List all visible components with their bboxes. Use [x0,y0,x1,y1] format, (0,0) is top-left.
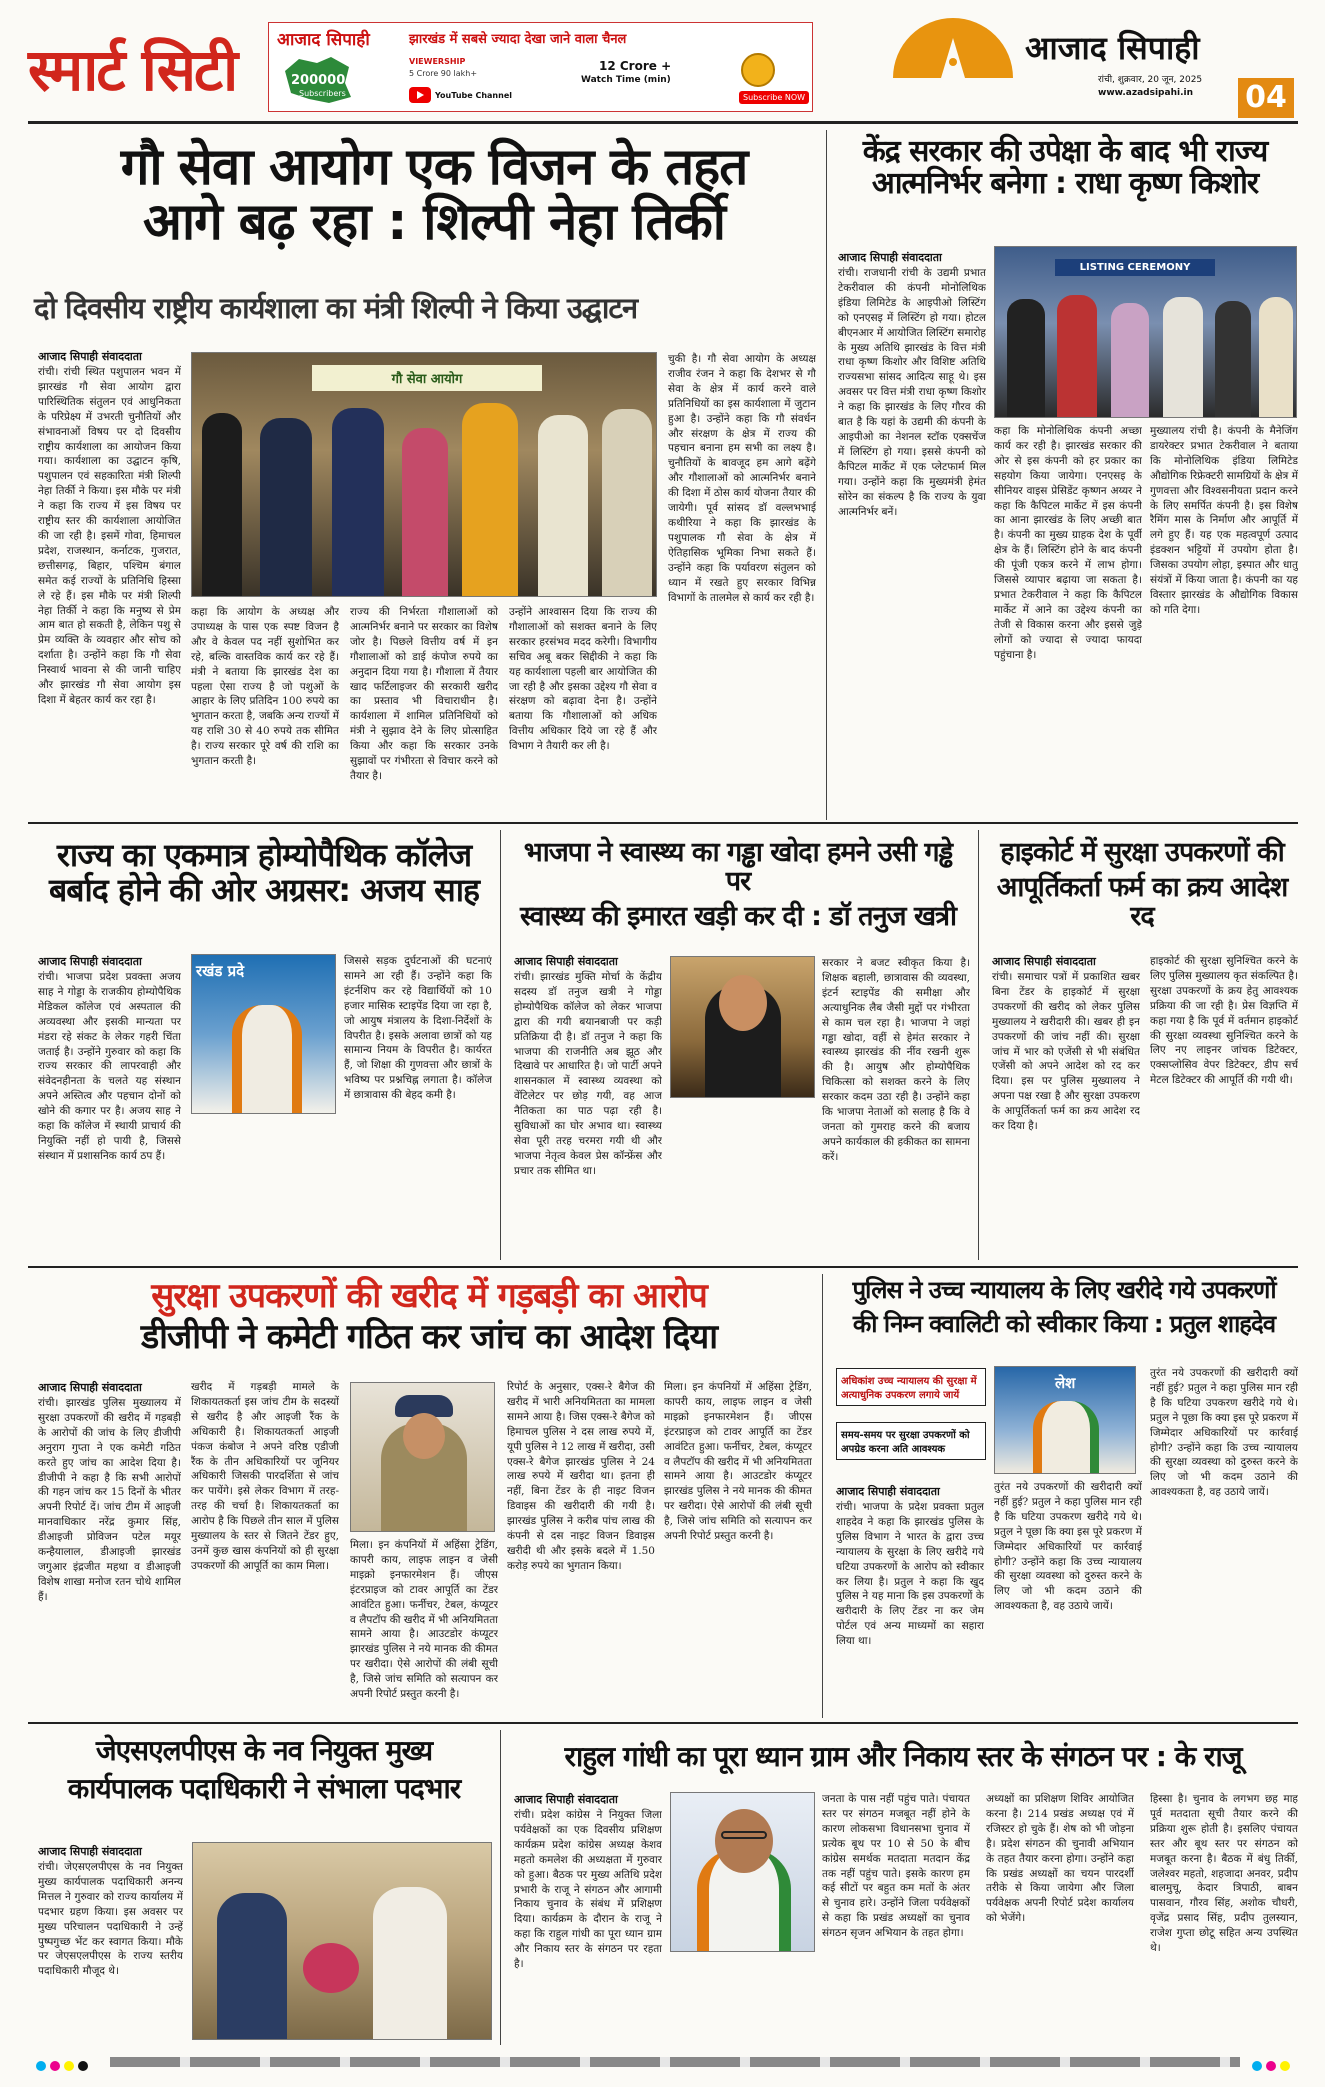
story9-column-3: अध्यक्षों का प्रशिक्षण शिविर आयोजित करना है। 214 प्रखंड अध्यक्ष एवं में रजिस्टर हो चुके हैं। शेष को भी जोड़ना है। प्रदेश संगठन की चुनावी अभियान के तहत तैयार करना होगा। उन्होंने कहा कि प्रखंड अध्यक्षों का चयन पारदर्शी तरीके से किया जायेगा और जिला पर्यवेक्षक अपनी रिपोर्ट प्रदेश कार्यालय को भेजेंगे। [986,1793,1134,1925]
section-title: स्मार्ट सिटी [28,36,237,104]
column-divider [500,830,501,1260]
speaker-figure [232,1005,302,1114]
story8-headline: जेएसएलपीएस के नव नियुक्त मुख्य कार्यपालक पदाधिकारी ने संभाला पदभार [67,1734,461,1806]
person-figure-b [1057,295,1097,418]
story2-column-1: रांची। राजधानी रांची के उद्यमी प्रभात टेकरीवाल की कंपनी मोनोलिथिक इंडिया लिमिटेड के आइपीओ लिस्टिंग को एनएसइ में लिस्टिंग हो गया। होटल बीएनआर में आयोजित लिस्टिंग समारोह के मुख्य अतिथि झारखंड के वित्त मंत्री राधा कृष्ण किशोर और विशिष्ट अतिथि राज्यसभा सांसद आदित्य साहू थे। इस अवसर पर वित्त मंत्री राधा कृष्ण किशोर ने कहा कि झारखंड के लिए गौरव की बात है कि यहां के उद्यमी की कंपनी के आइपीओ का नेशनल स्टॉक एक्सचेंज में लिस्टिंग हो गया। इससे कंपनी को कैपिटल मार्केट में एक प्लेटफार्म मिल गया। उन्होंने कहा कि मुख्यमंत्री हेमंत सोरेन का संकल्प है कि राज्य के युवा आत्मनिर्भर बनें। [838,267,986,518]
story5-column-2: हाइकोर्ट की सुरक्षा सुनिश्चित करने के लिए पुलिस मुख्यालय कृत संकल्पित है। सुरक्षा उपकरणों के क्रय हेतु आवश्यक प्रक्रिया की जा रही है। प्रेस विज्ञप्ति में कहा गया है कि पूर्व में वर्तमान हाइकोर्ट की सुरक्षा व्यवस्था सुनिश्चित करने के लिए नए लाइनर जांचक डिटेक्टर, एक्सप्लोसिव वेपर डिटेक्टर, डीप सर्च मेटल डिटेक्टर की आपूर्ति की गयी थी। [1150,955,1298,1087]
ad-viewership-label: VIEWERSHIP [409,57,466,66]
story7-photo-banner: लेश [1055,1374,1076,1392]
story1-column-3: राज्य की निर्भरता गौशालाओं को आत्मनिर्भर बनाने पर सरकार का विशेष जोर है। पिछले वित्तीय वर्ष में इन गौशालाओं को डाई कंपोज रुपये का अनुदान दिया गया है। गौशाला में तैयार खाद फर्टिलाइजर की सरकारी खरीद का प्रस्ताव भी विचाराधीन है। कार्यशाला में शामिल प्रतिनिधियों को मंत्री ने सुझाव देने के लिए प्रोत्साहित किया और कहा कि सरकार उनके सुझावों पर गंभीरता से विचार करने को तैयार है। [350,606,498,782]
story2-photo-listing-ceremony [994,246,1297,418]
story6-photo-dgp [350,1382,495,1532]
story4-byline: आजाद सिपाही संवाददाता [514,955,618,968]
section-rule-1 [28,822,1298,824]
person-figure-3 [332,408,384,597]
person-figure-left [217,1893,287,2040]
person-figure-c [1111,303,1149,418]
print-color-bar [110,2057,1240,2067]
ad-youtube-label: YouTube Channel [435,91,512,100]
story6-column-5: मिला। इन कंपनियों में अहिंसा ट्रेडिंग, कापरी काय, लाइफ लाइन व जेसी माइक्रो इनफारमेशन हैं। जीएस इंटरप्राइज को टावर आपूर्ति का टेंडर आवंटित हुआ। फर्नीचर, टेबल, कंप्यूटर व लैपटॉप की खरीद में भी अनियमितता सामने आया है। आउटडोर कंप्यूटर झारखंड पुलिस ने नये मानक की कीमत पर खरीदा। ऐसे आरोपों की लंबी सूची है, जिसे जांच समिति को सत्यापन कर अपनी रिपोर्ट प्रस्तुत करनी है। [664,1381,812,1543]
award-badge-icon [741,53,775,87]
ad-subscribe-button[interactable]: Subscribe NOW [739,91,809,104]
story3-column-2: जिससे सड़क दुर्घटनाओं की घटनाएं सामने आ रही हैं। उन्होंने कहा कि इंटर्नशिप कर रहे विद्यार्थियों को 10 हजार मासिक स्टाइपेंड दिया जा रहा है, जो आयुष मंत्रालय के दिशा-निर्देशों के विपरीत है। इसके अलावा छात्रों को यह सामान्य नियम के विपरीत है। कार्यरत हैं, जो शिक्षा की गुणवत्ता और छात्रों के भविष्य पर प्रश्नचिह्न लगाता है। कॉलेज में छात्रावास की बेहद कमी है। [344,955,492,1102]
person-figure-right [373,1887,447,2040]
story2-photo-banner: LISTING CEREMONY [1055,259,1215,276]
story9-column-4: हिस्सा है। चुनाव के लगभग छह माह पूर्व मतदाता सूची तैयार करने की प्रक्रिया शुरू होती है। इसलिए पंचायत स्तर और बूथ स्तर पर संगठन को मजबूत करना है। बैठक में बंधु तिर्की, जलेश्वर महतो, शहजादा अनवर, प्रदीप बालमुचू, केदार त्रिपाठी, बाबन पासवान, गौरव सिंह, अशोक चौधरी, वृजेंद्र प्रसाद सिंह, प्रदीप तुलस्यान, राजेश गुप्ता छोटू सहित अन्य उपस्थित थे। [1150,1793,1298,1955]
story2-byline: आजाद सिपाही संवाददाता [838,251,942,264]
story2-column-3: मुख्यालय रांची है। कंपनी के मैनेजिंग डायरेक्टर प्रभात टेकरीवाल ने बताया कि मोनोलिथिक इंडिया लिमिटेड औद्योगिक रिफ्रेक्टरी सामग्रियों के क्षेत्र में गुणवत्ता और विश्वसनीयता प्रदान करने के लिए समर्पित कंपनी है। इस विशेष रैमिंग मास के निर्माण और आपूर्ति में लगे हुए हैं। यह एक महत्वपूर्ण उत्पाद इंडक्शन भट्टियों में उपयोग होता है। जिसका उपयोग लोहा, इस्पात और धातु संयंत्रों में किया जाता है। कंपनी का यह विस्तार झारखंड के औद्योगिक विकास को गति देगा। [1150,425,1298,616]
story1-subhead: दो दिवसीय राष्ट्रीय कार्यशाला का मंत्री शिल्पी ने किया उद्घाटन [34,291,638,325]
story9-column-2: जनता के पास नहीं पहुंच पाते। पंचायत स्तर पर संगठन मजबूत नहीं होने के कारण लोकसभा विधानसभा चुनाव में प्रत्येक बूथ पर 10 से 50 के बीच कांग्रेस समर्थक मतदाता मतदान केंद्र तक नहीं पहुंच पाते। इसके कारण हम कई सीटों पर बहुत कम मतों के अंतर से चुनाव हारे। उन्होंने जिला पर्यवेक्षकों से कहा कि प्रखंड अध्यक्षों का चुनाव संगठन सृजन अभियान के तहत होगा। [822,1793,970,1940]
story6-column-1: रांची। झारखंड पुलिस मुख्यालय में सुरक्षा उपकरणों की खरीद में गड़बड़ी के आरोपों की जांच के लिए डीजीपी अनुराग गुप्ता ने एक कमेटी गठित करते हुए जांच का आदेश दिया है। डीजीपी ने कहा है कि सभी आरोपों की गहन जांच कर 15 दिनों के भीतर अपनी रिपोर्ट दें। जांच टीम में आइजी मानवाधिकार नरेंद्र कुमार सिंह, डीआइजी प्रोविजन पटेल मयूर कन्हैयालाल, डीआइजी झारखंड जगुआर इंद्रजीत महथा व डीआइजी विशेष शाखा मनोज रतन चोथे शामिल हैं। [38,1397,181,1603]
paper-name: आजाद सिपाही [1025,29,1200,67]
story1-column-1: रांची। रांची स्थित पशुपालन भवन में झारखंड गौ सेवा आयोग द्वारा पारिस्थितिक संतुलन एवं आधुनिकता के परिप्रेक्ष्य में उभरती चुनौतियों और संभावनाओं विषय पर दो दिवसीय राष्ट्रीय कार्यशाला का आयोजन किया गया। कार्यशाला का उद्घाटन कृषि, पशुपालन एवं सहकारिता मंत्री शिल्पी नेहा तिर्की ने किया। इस मौके पर मंत्री ने कहा कि राज्य में इस विषय पर राष्ट्रीय स्तर की कार्यशाला आयोजित की जा रही है। इसमें गोवा, हिमाचल प्रदेश, राजस्थान, कर्नाटक, गुजरात, छत्तीसगढ़, बिहार, पश्चिम बंगाल समेत कई राज्यों के प्रतिनिधि हिस्सा ले रहे हैं। इस मौके पर मंत्री शिल्पी नेहा तिर्की ने कहा कि मनुष्य से प्रेम आम बात हो सकती है, लेकिन पशु से प्रेम व्यक्ति के व्यवहार और सोच को दर्शाता है। उन्होंने कहा कि गौ सेवा निस्वार्थ भावना से की जानी चाहिए और झारखंड गौ सेवा आयोग इस दिशा में बेहतर कार्य कर रहा है। [38,366,181,706]
story2-column-2: कहा कि मोनोलिथिक कंपनी अच्छा कार्य कर रही है। झारखंड सरकार की ओर से इस कंपनी को हर प्रकार का सहयोग किया जायेगा। एनएसइ के सीनियर वाइस प्रेसिडेंट कृष्णन अय्यर ने कहा कि कैपिटल मार्केट में इस कंपनी का आना झारखंड के लिए अच्छी बात है। कंपनी का मुख्य ग्राहक देश के पूर्वी क्षेत्र के हैं। लिस्टिंग होने के बाद कंपनी की पूंजी एकत्र करने में लाभ होगा। जिससे व्यापार बढ़ाया जा सकता है। प्रभात टेकरीवाल ने कहा कि कैपिटल मार्केट में आने का उद्देश्य कंपनी का तेजी से विकास करना और इससे जुड़े लोगों को ज्यादा से ज्यादा फायदा पहुंचाना है। [994,425,1142,661]
person-figure-6 [538,415,588,597]
speaker-figure [1033,1401,1099,1474]
portrait-face [719,975,767,1031]
story3-photo-banner: रखंड प्रदे [196,962,245,980]
story7-photo-pratul-shahdeo [994,1366,1136,1474]
story7-column-2: तुरंत नये उपकरणों की खरीदारी क्यों नहीं हुई? प्रतुल ने कहा पुलिस मान रही है कि घटिया उपकरण खरीदे गये थे। प्रतुल ने पूछा कि क्या इस पूरे प्रकरण में जिम्मेदार अधिकारियों पर कार्रवाई होगी? उन्होंने कहा कि उच्च न्यायालय की सुरक्षा व्यवस्था को दुरुस्त करने के लिए जो भी कदम उठाने की आवश्यकता है, वह उठाये जायें। [994,1481,1142,1613]
story9-headline: राहुल गांधी का पूरा ध्यान ग्राम और निकाय स्तर के संगठन पर : के राजू [564,1740,1242,1773]
story3-column-1: रांची। भाजपा प्रदेश प्रवक्ता अजय साह ने गोड्डा के राजकीय होम्योपैथिक मेडिकल कॉलेज एवं अस्पताल की अव्यवस्था और इसकी मान्यता पर मंडरा रहे संकट के लेकर गहरी चिंता जताई है। उन्होंने गुरुवार को कहा कि राज्य सरकार की लापरवाही और संवेदनहीनता के चलते यह संस्थान अपने अस्तित्व और पहचान दोनों को खोने की कगार पर है। अजय साह ने कहा कि कॉलेज में स्थायी प्राचार्य की नियुक्ति नहीं हो पायी है, जिससे संस्थान में प्रशासनिक कार्य ठप हैं। [38,971,181,1162]
officer-face [403,1413,445,1459]
story3-headline: राज्य का एकमात्र होम्योपैथिक कॉलेज बर्बाद होने की ओर अग्रसर: अजय साह [48,836,480,909]
story1-headline: गौ सेवा आयोग एक विजन के तहत आगे बढ़ रहा : शिल्पी नेहा तिर्की [120,138,748,253]
dateline: रांची, शुक्रवार, 20 जून, 2025 [1098,75,1203,85]
column-divider [826,130,827,820]
story6-column-2: खरीद में गड़बड़ी मामले के शिकायतकर्ता इस जांच टीम के सदस्यों से खरीद है और आइजी रैंक के अधिकारी है। शिकायतकर्ता आइजी पंकज कंबोज ने अपने वरिष्ठ एडीजी रैंक के तीन अधिकारियों पर जूनियर अधिकारी जिसकी पारदर्शिता से जांच कर पायेंगे। इसे लेकर विभाग में तरह-तरह की चर्चा है। शिकायतकर्ता का आरोप है कि पिछले तीन साल में पुलिस मुख्यालय के स्तर से जितने टेंडर हुए, उनमें कुछ खास कंपनियों को ही सुरक्षा उपकरणों की आपूर्ति का काम मिला। [191,1381,339,1572]
story8-column-1: रांची। जेएसएलपीएस के नव नियुक्त मुख्य कार्यपालक पदाधिकारी अनन्य मित्तल ने गुरुवार को राज्य कार्यालय में पदभार ग्रहण किया। इस अवसर पर मुख्य परिचालन पदाधिकारी ने उन्हें पुष्पगुच्छ भेंट कर स्वागत किया। मौके पर जेएसएलपीएस के राज्य स्तरीय पदाधिकारी मौजूद थे। [38,1861,183,1978]
story1-photo-banner: गौ सेवा आयोग [312,365,542,391]
column-divider [822,1274,823,1718]
story7-callout-1: अधिकांश उच्च न्यायालय की सुरक्षा में अत्याधुनिक उपकरण लगाये जायें [836,1368,986,1406]
ad-viewership-value: 5 Crore 90 lakh+ [409,69,478,78]
section-rule-2 [28,1266,1298,1268]
person-figure-4 [402,428,448,597]
website: www.azadsipahi.in [1098,88,1193,98]
story1-column-5: चुकी है। गौ सेवा आयोग के अध्यक्ष राजीव रंजन ने कहा कि देशभर से गौ सेवा के क्षेत्र में कार्य करने वाले प्रतिनिधियों का इस कार्यशाला में जुटान हुआ है। उन्होंने कहा कि गौ संवर्धन और संरक्षण के क्षेत्र में राज्य की पहचान बनाना हम सभी का लक्ष्य है। चुनौतियों के बावजूद हम आगे बढ़ेंगे और गौशालाओं को आत्मनिर्भर बनाने की दिशा में ठोस कार्य योजना तैयार की जायेगी। पूर्व सांसद डॉ वल्लभभाई कथीरिया ने कहा कि झारखंड के पशुपालक गौ सेवा के क्षेत्र में ऐतिहासिक भूमिका निभा सकते हैं। उन्होंने कहा कि पर्यावरण संतुलन को ध्यान में रखते हुए सरकार विभिन्न विभागों के तालमेल से कार्य कर रही है। [668,353,816,604]
ad-subscribers: 200000 [291,73,346,88]
story8-photo-handover [192,1842,492,2040]
story9-photo-k-raju [670,1792,815,1952]
story7-column-3: तुरंत नये उपकरणों की खरीदारी क्यों नहीं हुई? प्रतुल ने कहा पुलिस मान रही है कि घटिया उपकरण खरीदे गये थे। प्रतुल ने पूछा कि क्या इस पूरे प्रकरण में जिम्मेदार अधिकारियों पर कार्रवाई होगी? उन्होंने कहा कि उच्च न्यायालय की सुरक्षा व्यवस्था को दुरुस्त करने के लिए जो भी कदम उठाने की आवश्यकता है, वह उठाये जायें। [1150,1367,1298,1499]
glasses-icon [721,1831,767,1839]
column-divider [500,1730,501,2045]
story7-byline: आजाद सिपाही संवाददाता [836,1485,940,1498]
section-rule-3 [28,1722,1298,1724]
page-number: 04 [1238,78,1294,118]
story1-column-4: उन्होंने आश्वासन दिया कि राज्य की गौशालाओं को सशक्त बनाने के लिए सरकार हरसंभव मदद करेगी। विभागीय सचिव अबू बकर सिद्दीकी ने कहा कि यह कार्यशाला पहली बार आयोजित की जा रही है और इसका उद्देश्य गौ सेवा व संरक्षण को बढ़ावा देना है। उन्होंने बताया कि गौशालाओं को अधिक वित्तीय अधिकार दिये जा रहे हैं और विभाग ने तैयारी कर ली है। [509,606,657,753]
person-figure-7 [602,409,652,597]
channel-advertisement[interactable] [268,22,813,112]
story5-column-1: रांची। समाचार पत्रों में प्रकाशित खबर बिना टेंडर के हाइकोर्ट में सुरक्षा उपकरणों की खरीद को लेकर पुलिस मुख्यालय ने खरीदारी की। खबर ही इन उपकरणों की जांच नहीं की। सुरक्षा जांच में भार को एजेंसी से भी संबंधित एजेंसी को अपने आदेश को रद कर दिया। इस पर पुलिस मुख्यालय ने अपना पक्ष रखा है और सुरक्षा उपकरण के आपूर्तिकर्ता फर्म का क्रय आदेश रद कर दिया है। [992,971,1140,1133]
story6-column-3: मिला। इन कंपनियों में अहिंसा ट्रेडिंग, कापरी काय, लाइफ लाइन व जेसी माइक्रो इनफारमेशन हैं। जीएस इंटरप्राइज को टावर आपूर्ति का टेंडर आवंटित हुआ। फर्नीचर, टेबल, कंप्यूटर व लैपटॉप की खरीद में भी अनियमितता सामने आया है। आउटडोर कंप्यूटर झारखंड पुलिस ने नये मानक की कीमत पर खरीदा। ऐसे आरोपों की लंबी सूची है, जिसे जांच समिति को सत्यापन कर अपनी रिपोर्ट प्रस्तुत करनी है। [350,1539,498,1701]
story5-headline: हाइकोर्ट में सुरक्षा उपकरणों की आपूर्तिकर्ता फर्म का क्रय आदेश रद [996,837,1288,933]
story1-byline: आजाद सिपाही संवाददाता [38,350,142,363]
person-figure-e [1215,301,1251,418]
story9-column-1: रांची। प्रदेश कांग्रेस ने नियुक्त जिला पर्यवेक्षकों का एक दिवसीय प्रशिक्षण कार्यक्रम प्रदेश कांग्रेस अध्यक्ष केशव महतो कमलेश की अध्यक्षता में गुरुवार को हुआ। बैठक पर मुख्य अतिथि प्रदेश प्रभारी के राजू ने संगठन और आगामी निकाय चुनाव के संबंध में प्रशिक्षण दिया। कार्यक्रम के दौरान के राजू ने कहा कि राहुल गांधी का पूरा ध्यान ग्राम और निकाय स्तर के संगठन पर रहता है। [514,1809,662,1971]
story7-headline: पुलिस ने उच्च न्यायालय के लिए खरीदे गये उपकरणों की निम्न क्वालिटी को स्वीकार किया : प्रतुल शाहदेव [852,1276,1276,1338]
story4-headline: भाजपा ने स्वास्थ्य का गड्ढा खोदा हमने उसी गड्ढे पर स्वास्थ्य की इमारत खड़ी कर दी : डॉ तनुज खत्री [520,837,956,933]
story6-byline: आजाद सिपाही संवाददाता [38,1381,142,1394]
ad-watch-time: 12 Crore + [599,59,672,73]
person-figure-a [1007,299,1045,418]
person-figure-1 [202,413,242,597]
story4-column-2: सरकार ने बजट स्वीकृत किया है। शिक्षक बहाली, छात्रावास की व्यवस्था, इंटर्न स्टाइपेंड की समीक्षा और अत्याधुनिक लैब जैसी मुद्दों पर गंभीरता से काम चल रहा है। भाजपा ने जहां गड्ढा खोदा, वहीं से हेमंत सरकार ने स्वास्थ्य झारखंड की नींव रखनी शुरू की है। आयुष और होम्योपैथिक चिकित्सा को सशक्त करने के लिए सरकार कदम उठा रही है। उन्होंने कहा कि भाजपा नेताओं को सलाह है कि वे जनता को गुमराह करने की बजाय अपने कार्यकाल की हकीकत का सामना करें। [822,957,970,1163]
ad-tagline: झारखंड में सबसे ज्यादा देखा जाने वाला चैनल [409,32,627,47]
story1-photo-ministers [191,352,657,597]
person-figure-f [1259,297,1293,418]
pen-nib-logo [893,18,1013,113]
story4-photo-tanuj-khatri [670,956,815,1098]
bouquet-icon [303,1943,359,1993]
story7-callout-2: समय-समय पर सुरक्षा उपकरणों को अपग्रेड करना अति आवश्यक [836,1422,986,1460]
person-figure-d [1163,297,1203,418]
story6-headline: सुरक्षा उपकरणों की खरीद में गड़बड़ी का आरोप डीजीपी ने कमेटी गठित कर जांच का आदेश दिया [140,1276,718,1357]
story1-column-2: कहा कि आयोग के अध्यक्ष और उपाध्यक्ष के पास एक स्पष्ट विजन है और वे केवल पद नहीं सुशोभित कर रहे, बल्कि वास्तविक कार्य कर रहे हैं। मंत्री ने बताया कि झारखंड देश का पहला ऐसा राज्य है जो पशुओं के आहार के लिए प्रतिदिन 100 रुपये का भुगतान करता है, जबकि अन्य राज्यों में यह राशि 30 से 40 रुपये तक सीमित है। राज्य सरकार पूरे वर्ष की राशि का भुगतान करती है। [191,606,339,768]
youtube-icon [409,87,431,103]
ad-subscribers-label: Subscribers [299,89,346,98]
print-registration-marks-right [1252,2056,1294,2075]
ad-brand: आजाद सिपाही [277,30,370,50]
story2-headline: केंद्र सरकार की उपेक्षा के बाद भी राज्य आत्मनिर्भर बनेगा : राधा कृष्ण किशोर [862,134,1268,202]
story9-byline: आजाद सिपाही संवाददाता [514,1793,618,1806]
column-divider [978,830,979,1260]
story3-byline: आजाद सिपाही संवाददाता [38,955,142,968]
person-figure-5 [462,403,518,597]
story6-column-4: रिपोर्ट के अनुसार, एक्स-रे बैगेज की खरीद में भारी अनियमितता का मामला सामने आया है। जिस एक्स-रे बैगेज को हिमाचल पुलिस ने दस लाख रुपये में, यूपी पुलिस ने 12 लाख में खरीदा, उसी एक्स-रे बैगेज झारखंड पुलिस ने 24 लाख रुपये में खरीदा था। इतना ही नहीं, बिना टेंडर के ही नाइट विजन डिवाइस की खरीदारी की गयी है। झारखंड पुलिस ने करीब पांच लाख की कंपनी से दस नाइट विजन डिवाइस खरीदी थी और इसके बदले में 1.50 करोड़ रुपये का भुगतान किया। [507,1381,655,1572]
story4-column-1: रांची। झारखंड मुक्ति मोर्चा के केंद्रीय सदस्य डॉ तनुज खत्री ने गोड्डा होम्योपैथिक कॉलेज को लेकर भाजपा द्वारा की गयी बयानबाजी पर कड़ी प्रतिक्रिया दी है। डॉ तनुज ने कहा कि भाजपा की राजनीति अब झूठ और दिखावे पर आधारित है। जो पार्टी अपने शासनकाल में स्वास्थ्य व्यवस्था को वेंटिलेटर पर छोड़ गयी, वह आज नैतिकता का पाठ पढ़ा रही है। सुविधाओं का घोर अभाव था। स्वास्थ्य सेवा पूरी तरह चरमरा गयी थी और भाजपा नेतृत्व केवल प्रेस कॉन्फ्रेंस और प्रचार तक सीमित था। [514,971,662,1177]
story8-byline: आजाद सिपाही संवाददाता [38,1845,142,1858]
print-registration-marks-left [36,2056,92,2075]
story3-photo-ajay-sah [191,954,336,1114]
story7-column-1: रांची। भाजपा के प्रदेश प्रवक्ता प्रतुल शाहदेव ने कहा कि झारखंड पुलिस के पुलिस विभाग ने भारत के द्वारा उच्च न्यायालय के सुरक्षा के लिए खरीदे गये घटिया उपकरणों के आरोप को स्वीकार कर लिया है। प्रतुल ने कहा कि खुद पुलिस ने यह माना कि इस उपकरणों के खरीदारी के लिए टेंडर ना कर जेम पोर्टल एवं अन्य माध्यमों का सहारा लिया था। [836,1501,984,1648]
ad-watch-time-label: Watch Time (min) [581,75,671,85]
person-figure-2 [260,418,312,597]
story5-byline: आजाद सिपाही संवाददाता [992,955,1096,968]
portrait-face [715,1809,773,1873]
masthead-rule [28,121,1298,124]
